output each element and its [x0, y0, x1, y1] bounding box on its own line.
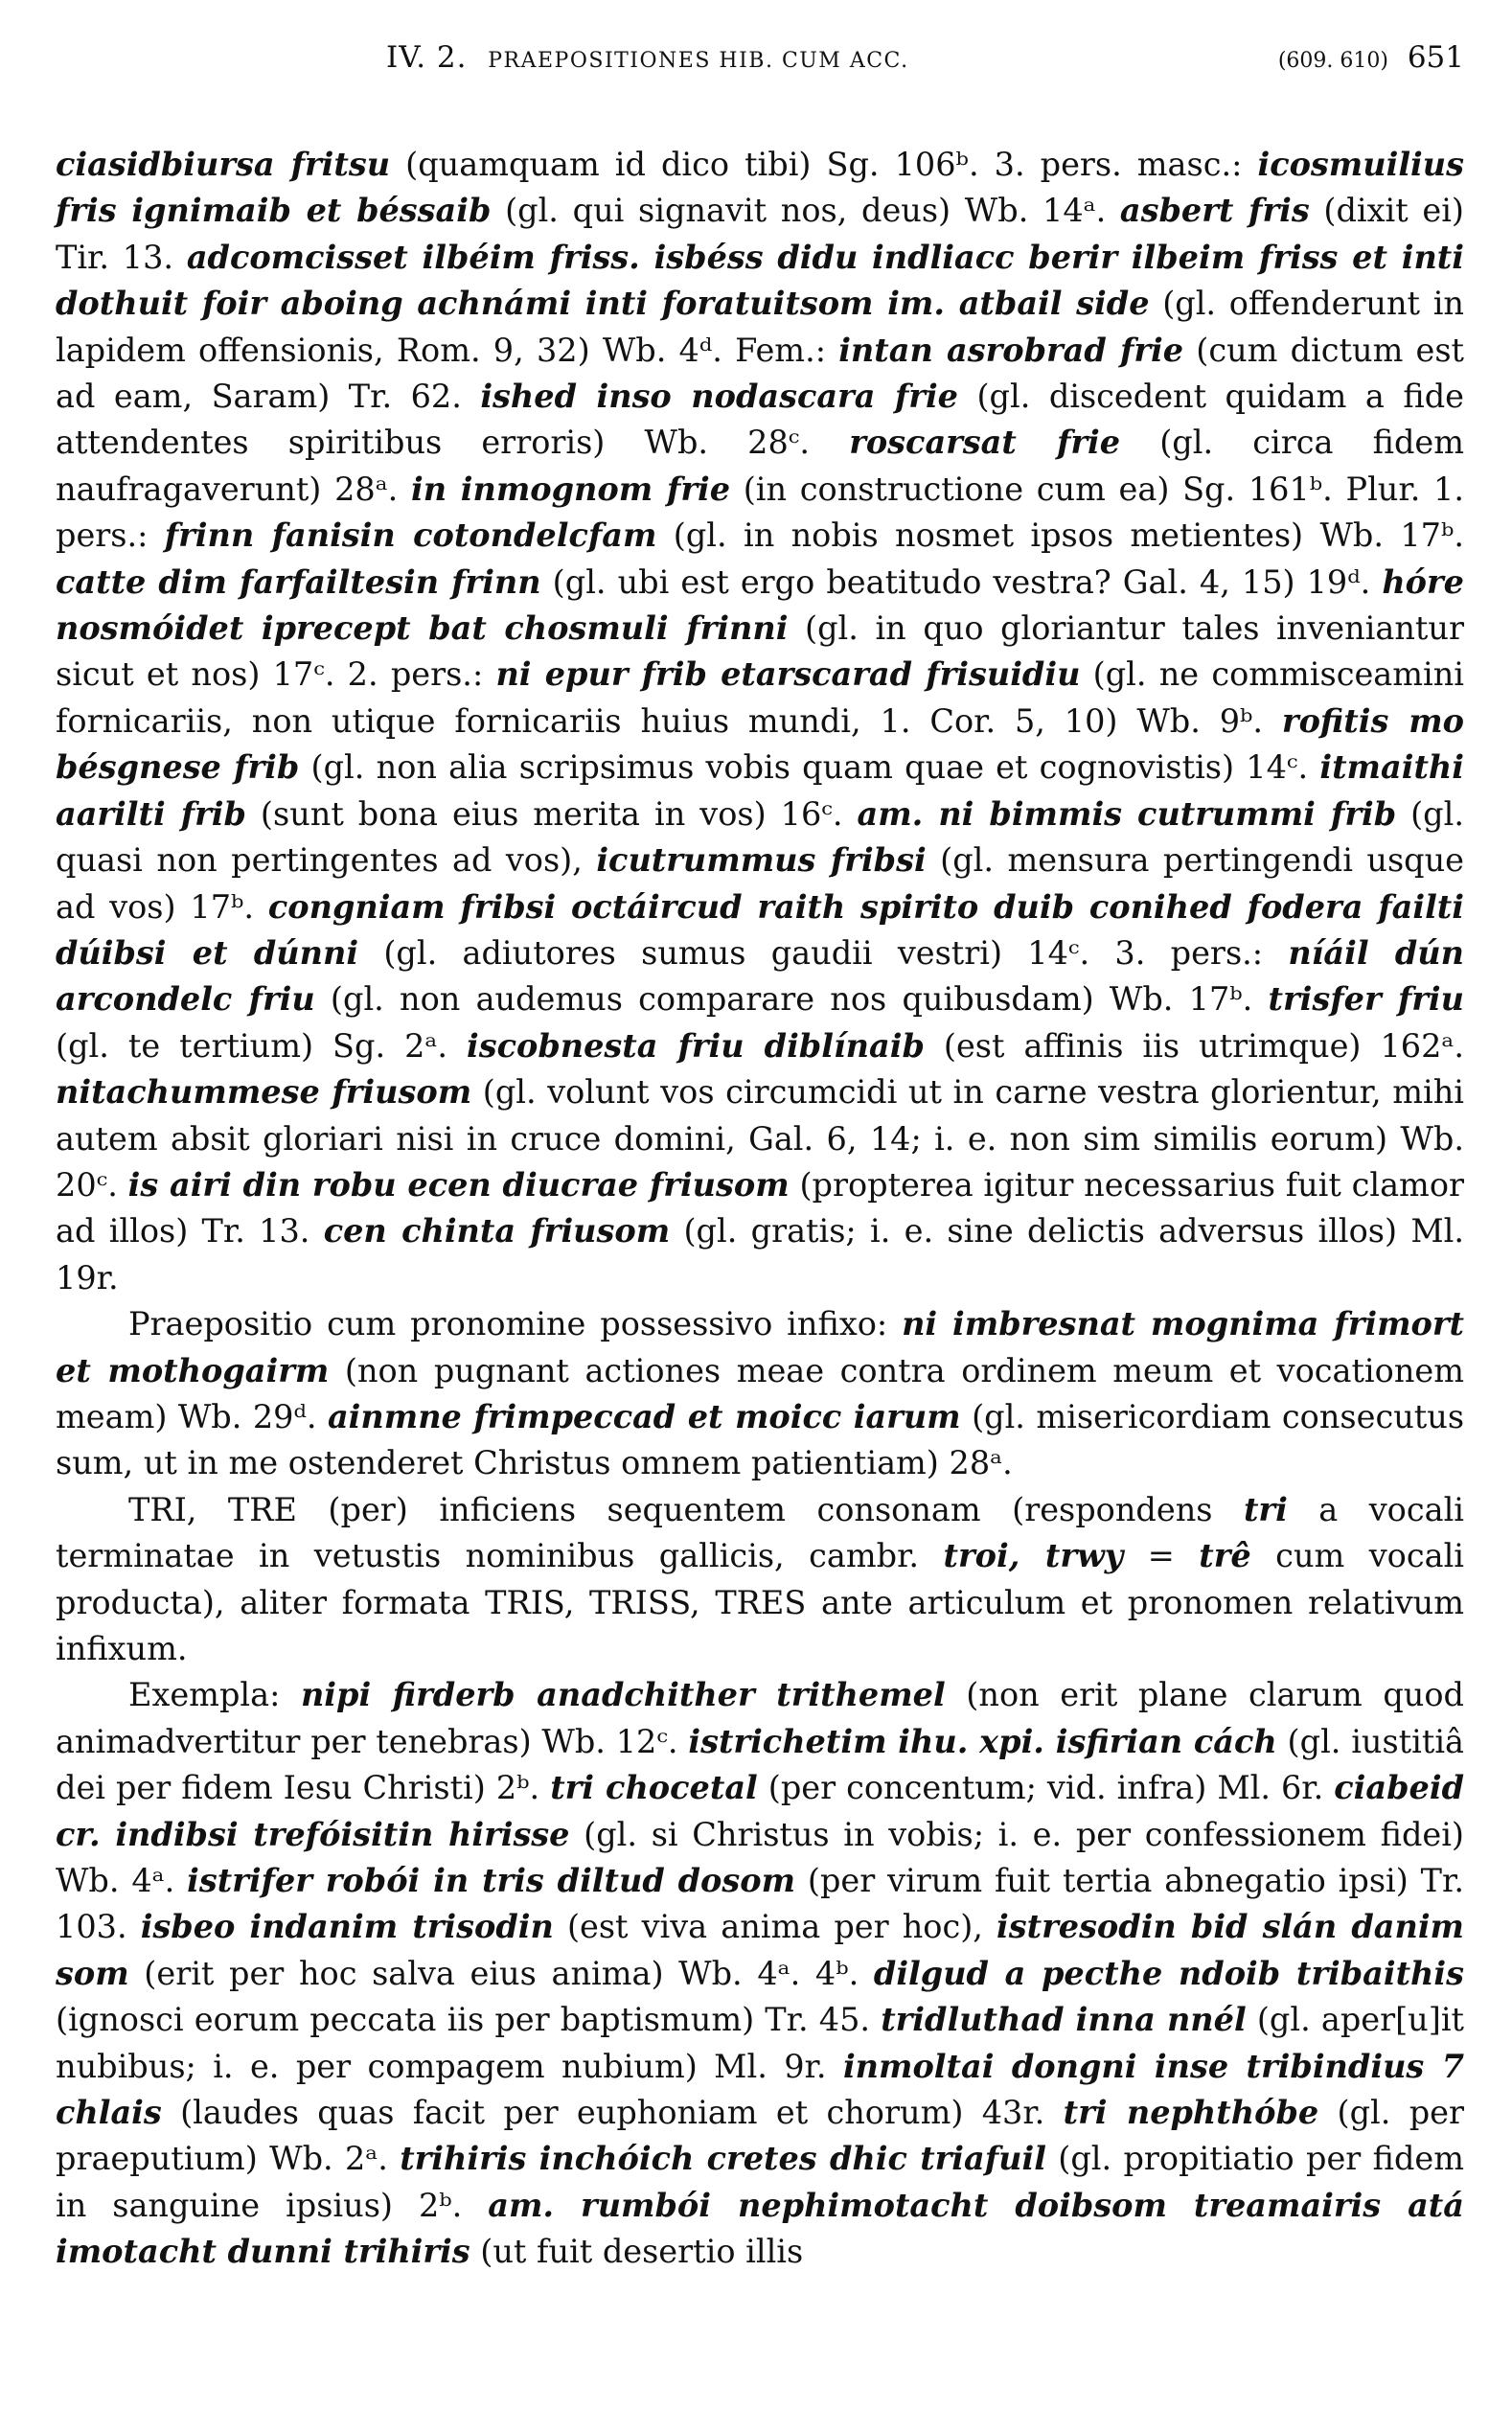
- header-page-block: [1278, 40, 1464, 75]
- latin-gloss-text: (gl. te tertium) Sg. 2ᵃ.: [56, 1026, 467, 1065]
- latin-gloss-text: (ut fuit desertio illis: [470, 2233, 804, 2271]
- latin-gloss-text: (gl. qui signavit nos, deus) Wb. 14ᵃ.: [491, 192, 1120, 230]
- irish-example-text: troi, trwy: [943, 1537, 1124, 1575]
- latin-gloss-text: (gl. ne commisceamini fornicariis, non utique fornicariis huius mundi, 1. Cor. 5, 10) Wb. 9ᵇ.: [56, 655, 1465, 740]
- irish-example-text: istrichetim ihu. xpi. isfirian cách: [688, 1722, 1277, 1760]
- latin-gloss-text: (gl. circa fidem naufragaverunt) 28ᵃ.: [56, 424, 1464, 508]
- irish-example-text: trê: [1199, 1537, 1251, 1575]
- irish-example-text: catte dim farfailtesin frinn: [56, 562, 541, 601]
- latin-gloss-text: (in constructione cum ea) Sg. 161ᵇ. Plur. 1. pers.:: [56, 470, 1464, 555]
- irish-example-text: congniam fribsi octáircud raith spirito duib conihed fodera failti dúibsi et dúnni: [56, 887, 1464, 972]
- irish-example-text: roscarsat frie: [849, 424, 1121, 462]
- irish-example-text: ciasidbiursa fritsu: [56, 146, 391, 183]
- latin-gloss-text: (gl. si Christus in vobis; i. e. per confessionem fidei) Wb. 4ᵃ.: [56, 1815, 1465, 1900]
- body-text: [56, 142, 1464, 2276]
- latin-gloss-text: (gl. discedent quidam a fide attendentes spiritibus erroris) Wb. 28ᶜ.: [56, 378, 1464, 462]
- latin-gloss-text: (non erit plane clarum quod animadvertitur per tenebras) Wb. 12ᶜ.: [56, 1676, 1464, 1760]
- latin-gloss-text: (ignosci eorum peccata iis per baptismum) Tr. 45.: [56, 2001, 882, 2039]
- latin-gloss-text: (gl. gratis; i. e. sine delictis adversus illos) Ml. 19r.: [56, 1212, 1464, 1296]
- irish-example-text: ainmne frimpeccad et moicc iarum: [327, 1397, 961, 1435]
- irish-example-text: ni epur frib etarscarad frisuidiu: [495, 655, 1081, 694]
- irish-example-text: hóre nosmóidet iprecept bat chosmuli frinni: [56, 562, 1464, 648]
- latin-gloss-text: (propterea igitur necessarius fuit clamor ad illos) Tr. 13.: [56, 1165, 1465, 1250]
- irish-example-text: tri: [1243, 1490, 1288, 1528]
- latin-gloss-text: (gl. volunt vos circumcidi ut in carne vestra glorientur, mihi autem absit gloriari nisi in cruce domini, Gal. 6, 14; i. e. non sim similis eorum) Wb. 20ᶜ.: [56, 1073, 1464, 1204]
- latin-gloss-text: (gl. in quo gloriantur tales inveniantur sicut et nos) 17ᶜ. 2. pers.:: [56, 609, 1464, 694]
- irish-example-text: nitachummese friusom: [56, 1073, 472, 1112]
- page: [56, 40, 1464, 2276]
- irish-example-text: ni imbresnat mognima frimort et mothogairm: [56, 1305, 1464, 1389]
- irish-example-text: ished inso nodascara frie: [480, 378, 958, 416]
- irish-example-text: istresodin bid slán danim som: [56, 1908, 1464, 1992]
- latin-gloss-text: (quamquam id dico tibi) Sg. 106ᵇ. 3. pers. masc.:: [390, 146, 1258, 183]
- irish-example-text: tridluthad inna nnél: [881, 2001, 1247, 2039]
- paragraph-1: [56, 142, 1464, 1301]
- latin-gloss-text: (gl. in nobis nosmet ipsos metientes) Wb. 17ᵇ.: [656, 516, 1464, 555]
- latin-gloss-text: (gl. adiutores sumus gaudii vestri) 14ᶜ. 3. pers.:: [358, 933, 1289, 972]
- irish-example-text: níáil dún arcondelc friu: [56, 933, 1464, 1019]
- irish-example-text: itmaithi aarilti frib: [56, 748, 1464, 833]
- irish-example-text: frinn fanisin cotondelcfam: [164, 516, 657, 555]
- irish-example-text: intan asrobrad frie: [838, 331, 1184, 369]
- header-title: PRAEPOSITIONES HIB. CUM ACC.: [488, 49, 909, 73]
- latin-gloss-text: (gl. quasi non pertingentes ad vos),: [56, 794, 1464, 880]
- latin-gloss-text: Praepositio cum pronomine possessivo infixo:: [128, 1305, 903, 1343]
- irish-example-text: am. ni bimmis cutrummi frib: [857, 794, 1397, 833]
- paragraph-2: [56, 1301, 1464, 1487]
- irish-example-text: cen chinta friusom: [323, 1212, 671, 1250]
- latin-gloss-text: (est affinis iis utrimque) 162ᵃ.: [924, 1026, 1464, 1065]
- latin-gloss-text: (gl. propitiatio per fidem in sanguine ipsius) 2ᵇ.: [56, 2140, 1464, 2224]
- latin-gloss-text: (per concentum; vid. infra) Ml. 6r.: [757, 1769, 1335, 1807]
- latin-gloss-text: (gl. per praeputium) Wb. 2ᵃ.: [56, 2094, 1464, 2178]
- irish-example-text: icosmuilius fris ignimaib et béssaib: [56, 146, 1464, 230]
- irish-example-text: nipi firderb anadchither trithemel: [300, 1676, 946, 1714]
- running-header: [56, 40, 1464, 98]
- section-reference: (609. 610): [1277, 49, 1388, 73]
- latin-gloss-text: (erit per hoc salva eius anima) Wb. 4ᵃ. 4ᵇ.: [128, 1954, 874, 1992]
- paragraph-3: [56, 1487, 1464, 1673]
- section-number: IV. 2.: [386, 40, 468, 75]
- irish-example-text: inmoltai dongni inse tribindius 7 chlais: [56, 2047, 1465, 2132]
- latin-gloss-text: (laudes quas facit per euphoniam et chorum) 43r.: [161, 2094, 1064, 2132]
- latin-gloss-text: (gl. ubi est ergo beatitudo vestra? Gal. 4, 15) 19ᵈ.: [540, 562, 1383, 601]
- latin-gloss-text: (gl. mensura pertingendi usque ad vos) 17ᵇ.: [56, 841, 1464, 926]
- irish-example-text: trisfer friu: [1268, 980, 1464, 1019]
- latin-gloss-text: (est viva anima per hoc),: [553, 1908, 997, 1946]
- latin-gloss-text: (gl. non alia scripsimus vobis quam quae et cognovistis) 14ᶜ.: [299, 748, 1320, 787]
- irish-example-text: tri nephthóbe: [1063, 2094, 1319, 2132]
- latin-gloss-text: TRI, TRE (per) inficiens sequentem consonam (respondens: [128, 1490, 1244, 1528]
- irish-example-text: iscobnesta friu diblínaib: [467, 1026, 925, 1065]
- page-number: 651: [1407, 40, 1464, 75]
- irish-example-text: isbeo indanim trisodin: [140, 1908, 554, 1946]
- latin-gloss-text: (gl. offenderunt in lapidem offensionis, Rom. 9, 32) Wb. 4ᵈ. Fem.:: [56, 285, 1464, 369]
- latin-gloss-text: (non pugnant actiones meae contra ordinem meum et vocationem meam) Wb. 29ᵈ.: [56, 1351, 1464, 1435]
- irish-example-text: rofitis mo bésgnese frib: [56, 701, 1464, 787]
- irish-example-text: am. rumbói nephimotacht doibsom treamairis atá imotacht dunni trihiris: [56, 2186, 1464, 2271]
- latin-gloss-text: a vocali terminatae in vetustis nominibus gallicis, cambr.: [56, 1490, 1464, 1575]
- latin-gloss-text: (gl. iustitiâ dei per fidem Iesu Christi) 2ᵇ.: [56, 1722, 1465, 1807]
- irish-example-text: tri chocetal: [550, 1769, 758, 1807]
- latin-gloss-text: (dixit ei) Tir. 13.: [56, 192, 1464, 276]
- irish-example-text: is airi din robu ecen diucrae friusom: [127, 1165, 790, 1204]
- irish-example-text: icutrummus fribsi: [596, 841, 927, 880]
- irish-example-text: in inmognom frie: [410, 470, 731, 508]
- irish-example-text: trihiris inchóich cretes dhic triafuil: [400, 2140, 1046, 2178]
- irish-example-text: ciabeid cr. indibsi trefóisitin hirisse: [56, 1769, 1464, 1853]
- paragraph-4: [56, 1672, 1464, 2275]
- latin-gloss-text: (per virum fuit tertia abnegatio ipsi) Tr. 103.: [56, 1862, 1464, 1946]
- irish-example-text: istrifer robói in tris diltud dosom: [187, 1862, 796, 1900]
- irish-example-text: adcomcisset ilbéim friss. isbéss didu indliacc berir ilbeim friss et inti dothuit foir aboing achnámi inti foratuitsom im. atbail side: [56, 238, 1464, 323]
- latin-gloss-text: (gl. non audemus comparare nos quibusdam) Wb. 17ᵇ.: [314, 980, 1269, 1019]
- latin-gloss-text: cum vocali producta), aliter formata TRIS, TRISS, TRES ante articulum et pronomen relativum infixum.: [56, 1537, 1464, 1667]
- latin-gloss-text: (gl. aper[u]it nubibus; i. e. per compagem nubium) Ml. 9r.: [56, 2001, 1464, 2085]
- latin-gloss-text: =: [1123, 1537, 1200, 1575]
- latin-gloss-text: (sunt bona eius merita in vos) 16ᶜ.: [245, 794, 858, 833]
- irish-example-text: asbert fris: [1119, 192, 1310, 230]
- latin-gloss-text: (gl. misericordiam consecutus sum, ut in me ostenderet Christus omnem patientiam) 28ᵃ.: [56, 1397, 1465, 1482]
- latin-gloss-text: Exempla:: [128, 1676, 301, 1714]
- header-title-block: [386, 40, 909, 75]
- irish-example-text: dilgud a pecthe ndoib tribaithis: [873, 1954, 1464, 1992]
- latin-gloss-text: (cum dictum est ad eam, Saram) Tr. 62.: [56, 331, 1464, 416]
